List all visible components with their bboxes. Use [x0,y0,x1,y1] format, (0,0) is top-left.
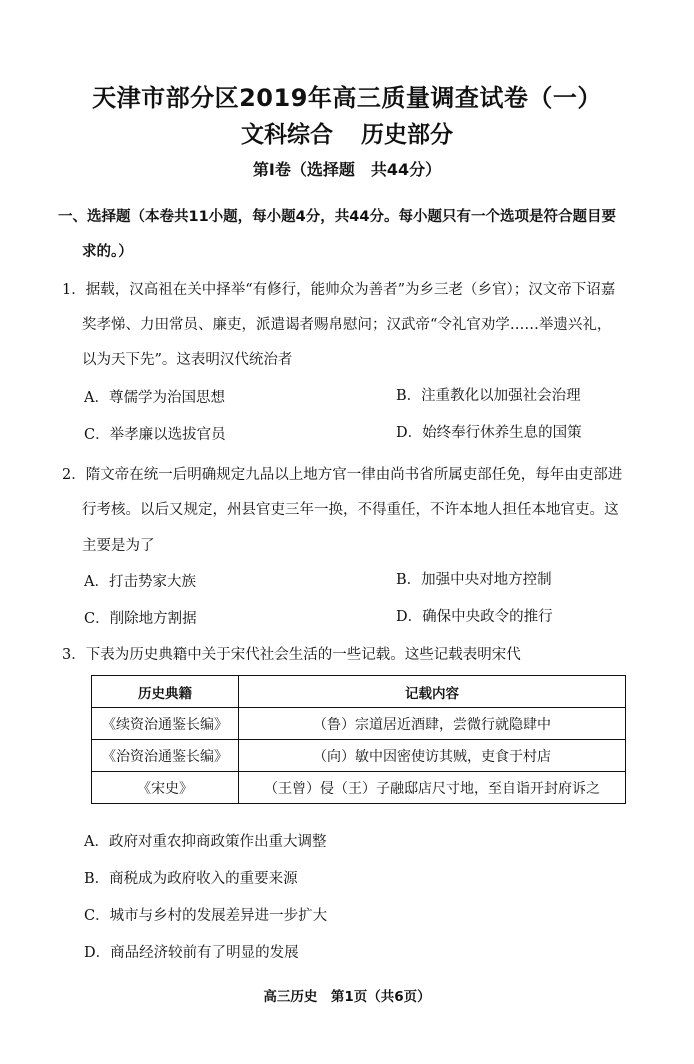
q2-stem-line-2: 行考核。以后又规定，州县官吏三年一换，不得重任，不许本地人担任本地官吏。这 [82,502,619,518]
table-cell-content: （鲁）宗道居近酒肆，尝微行就隐肆中 [239,708,626,740]
part-heading-line-1: 一、选择题（本卷共11小题，每小题4分，共44分。每小题只有一个选项是符合题目要 [58,209,616,225]
q1-option-a[interactable]: A．尊儒学为治国思想 [84,390,225,406]
q3-option-b[interactable]: B．商税成为政府收入的重要来源 [84,871,298,887]
q1-option-b[interactable]: B．注重教化以加强社会治理 [396,388,581,404]
q1-option-c[interactable]: C．举孝廉以选拔官员 [84,427,226,443]
q3-records-table [91,675,626,804]
table-cell-source: 《治资治通鉴长编》 [92,740,239,772]
table-cell-source: 《宋史》 [92,772,239,804]
q2-stem-line-3: 主要是为了 [82,538,155,554]
table-row [92,740,626,772]
table-header-row [92,676,626,708]
q1-option-d[interactable]: D．始终奉行休养生息的国策 [396,425,582,441]
page-footer: 高三历史 第1页（共6页） [263,989,431,1005]
q1-stem-line-3: 以为天下先”。这表明汉代统治者 [82,352,293,368]
subtitle-subject: 文科综合 [241,122,333,148]
section-title: 第Ⅰ卷（选择题 共44分） [252,160,442,179]
q1-stem-line-1: 1．据载，汉高祖在关中择举“有修行，能帅众为善者”为乡三老（乡官）；汉文帝下诏嘉 [62,282,616,298]
q2-option-b[interactable]: B．加强中央对地方控制 [396,572,552,588]
table-cell-source: 《续资治通鉴长编》 [92,708,239,740]
q2-option-d[interactable]: D．确保中央政令的推行 [396,609,553,625]
exam-title: 天津市部分区2019年高三质量调查试卷（一） [92,84,602,112]
exam-subtitle [0,116,694,149]
part-heading-line-2: 求的。） [82,244,133,260]
q2-option-a[interactable]: A．打击势家大族 [84,574,196,590]
table-row [92,772,626,804]
q2-option-c[interactable]: C．削除地方割据 [84,611,197,627]
q3-option-a[interactable]: A．政府对重农抑商政策作出重大调整 [84,834,327,850]
q3-stem: 3．下表为历史典籍中关于宋代社会生活的一些记载。这些记载表明宋代 [62,647,521,663]
table-row [92,708,626,740]
table-header-content: 记载内容 [239,676,626,708]
q3-option-c[interactable]: C．城市与乡村的发展差异进一步扩大 [84,908,328,924]
q2-stem-line-1: 2．隋文帝在统一后明确规定九品以上地方官一律由尚书省所属吏部任免，每年由吏部进 [62,467,623,483]
table-cell-content: （王曾）侵（王）子融邸店尺寸地，至自诣开封府诉之 [239,772,626,804]
subtitle-part: 历史部分 [361,122,453,148]
q1-stem-line-2: 奖孝悌、力田常员、廉吏，派遣谒者赐帛慰问；汉武帝“令礼官劝学……举遗兴礼， [82,317,612,333]
table-cell-content: （向）敏中因密使访其贼，吏食于村店 [239,740,626,772]
table-header-source: 历史典籍 [92,676,239,708]
q3-option-d[interactable]: D．商品经济较前有了明显的发展 [84,945,299,961]
